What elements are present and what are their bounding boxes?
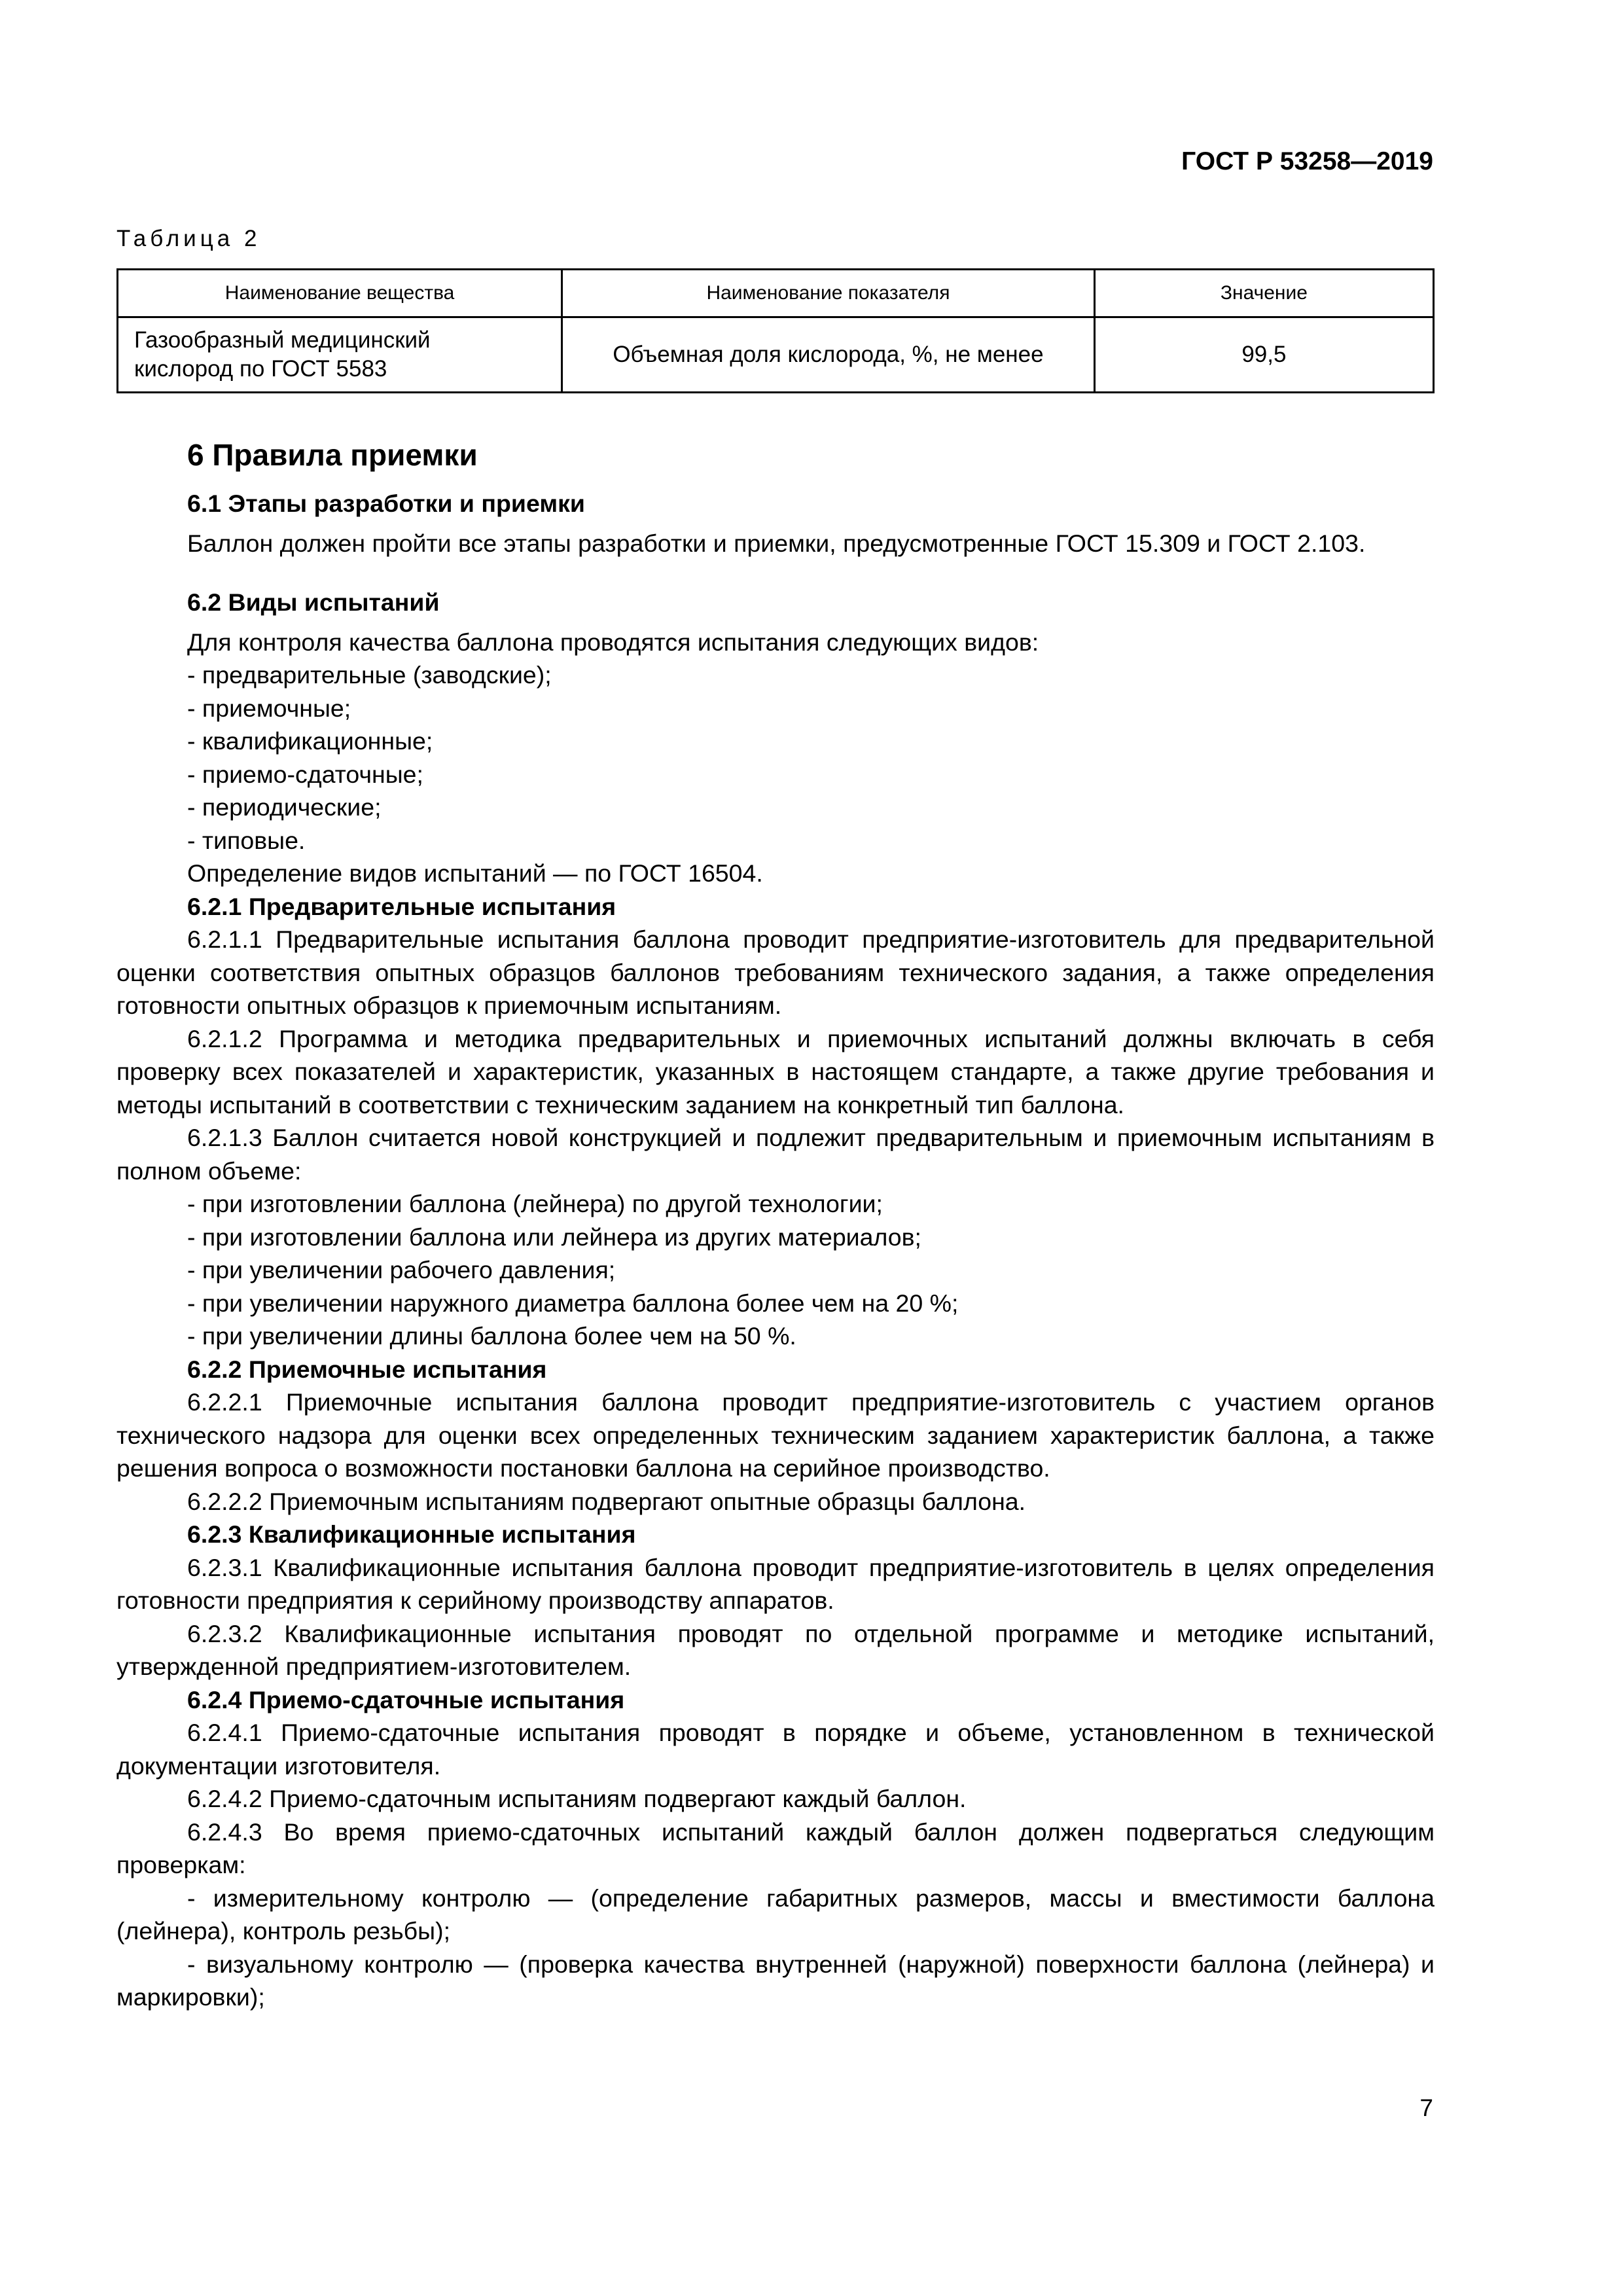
- check-item: [116, 1882, 1435, 1948]
- list-item: - типовые.: [116, 824, 1435, 857]
- list-item: - при увеличении наружного диаметра баллона более чем на 20 %;: [116, 1287, 1435, 1320]
- table-caption: Таблица 2: [116, 226, 261, 251]
- paragraph-6-2-3-2: 6.2.3.2 Квалификационные испытания проводят по отдельной программе и методике испытаний, утвержденной предприятием-изготовителем.: [116, 1619, 1435, 1680]
- section-6-2-1-title: 6.2.1 Предварительные испытания: [187, 892, 616, 920]
- paragraph-6-2-2-1: 6.2.2.1 Приемочные испытания баллона проводит предприятие-изготовитель с участием органов технического надзора для оценки всех определенных техническим заданием характеристик баллона, а также решения вопроса о возможности постановки баллона на серийное производство.: [116, 1388, 1435, 1482]
- section-6-2-2-title: 6.2.2 Приемочные испытания: [187, 1355, 547, 1383]
- paragraph-6-2-2-2: 6.2.2.2 Приемочным испытаниям подвергают опытные образцы баллона.: [187, 1487, 1026, 1515]
- dash: -: [187, 1884, 213, 1912]
- table-header-row: [118, 270, 1434, 317]
- check-text: визуальному контролю — (проверка качества внутренней (наружной) поверхности баллона (лейнера) и маркировки);: [116, 1950, 1435, 2011]
- table-header-value: Значение: [1094, 270, 1433, 317]
- list-item: - приемочные;: [116, 692, 1435, 725]
- table-cell-value: 99,5: [1094, 317, 1433, 393]
- section-6-2-title: 6.2 Виды испытаний: [187, 588, 440, 616]
- section-6-1-title: 6.1 Этапы разработки и приемки: [187, 490, 585, 517]
- page-number: 7: [1419, 2094, 1433, 2121]
- check-text: измерительному контролю — (определение габаритных размеров, массы и вместимости баллона (лейнера), контроль резьбы);: [116, 1884, 1435, 1945]
- section-6-2-intro: Для контроля качества баллона проводятся испытания следующих видов:: [187, 628, 1039, 656]
- list-item: - при изготовлении баллона или лейнера из других материалов;: [116, 1221, 1435, 1254]
- table-2: [116, 268, 1435, 393]
- section-6-2-4-title: 6.2.4 Приемо-сдаточные испытания: [187, 1685, 625, 1713]
- paragraph-6-2-3-1: 6.2.3.1 Квалификационные испытания баллона проводит предприятие-изготовитель в целях определения готовности предприятия к серийному производству аппаратов.: [116, 1553, 1435, 1614]
- section-6-2-definition: Определение видов испытаний — по ГОСТ 16504.: [187, 859, 763, 887]
- list-item: - периодические;: [116, 791, 1435, 824]
- table-cell-indicator: Объемная доля кислорода, %, не менее: [562, 317, 1095, 393]
- substance-line-2: кислород по ГОСТ 5583: [134, 356, 387, 382]
- paragraph-6-2-1-3: 6.2.1.3 Баллон считается новой конструкцией и подлежит предварительным и приемочным испытаниям в полном объеме:: [116, 1124, 1435, 1185]
- table-header-substance: Наименование вещества: [118, 270, 562, 317]
- section-6-title: 6 Правила приемки: [187, 438, 478, 472]
- paragraph-6-2-1-1: 6.2.1.1 Предварительные испытания баллона проводит предприятие-изготовитель для предварительной оценки соответствия опытных образцов баллонов требованиям технического задания, а также определения готовности опытных образцов к приемочным испытаниям.: [116, 925, 1435, 1019]
- section-6-2-3-title: 6.2.3 Квалификационные испытания: [187, 1520, 636, 1548]
- list-item: - квалификационные;: [116, 725, 1435, 758]
- table-cell-substance: [118, 317, 562, 393]
- dash: -: [187, 1950, 207, 1978]
- list-item: - при увеличении рабочего давления;: [116, 1253, 1435, 1287]
- check-item: [116, 1948, 1435, 2014]
- list-item: - предварительные (заводские);: [116, 658, 1435, 692]
- paragraph-6-2-1-2: 6.2.1.2 Программа и методика предварительных и приемочных испытаний должны включать в себя проверку всех показателей и характеристик, указанных в настоящем стандарте, а также другие требования и методы испытаний в соответствии с техническим заданием на конкретный тип баллона.: [116, 1024, 1435, 1119]
- table-row: [118, 317, 1434, 393]
- list-item: - при изготовлении баллона (лейнера) по другой технологии;: [116, 1187, 1435, 1221]
- section-6-1-text: Баллон должен пройти все этапы разработки и приемки, предусмотренные ГОСТ 15.309 и ГОСТ 2.103.: [187, 529, 1366, 557]
- list-item: - при увеличении длины баллона более чем на 50 %.: [116, 1319, 1435, 1353]
- body-text: [116, 432, 1435, 2014]
- paragraph-6-2-4-2: 6.2.4.2 Приемо-сдаточным испытаниям подвергают каждый баллон.: [187, 1785, 967, 1812]
- substance-line-1: Газообразный медицинский: [134, 327, 431, 353]
- paragraph-6-2-4-1: 6.2.4.1 Приемо-сдаточные испытания проводят в порядке и объеме, установленном в технической документации изготовителя.: [116, 1719, 1435, 1780]
- list-item: - приемо-сдаточные;: [116, 758, 1435, 791]
- paragraph-6-2-4-3: 6.2.4.3 Во время приемо-сдаточных испытаний каждый баллон должен подвергаться следующим проверкам:: [116, 1818, 1435, 1878]
- document-id: ГОСТ Р 53258—2019: [1181, 147, 1433, 175]
- table-header-indicator: Наименование показателя: [562, 270, 1095, 317]
